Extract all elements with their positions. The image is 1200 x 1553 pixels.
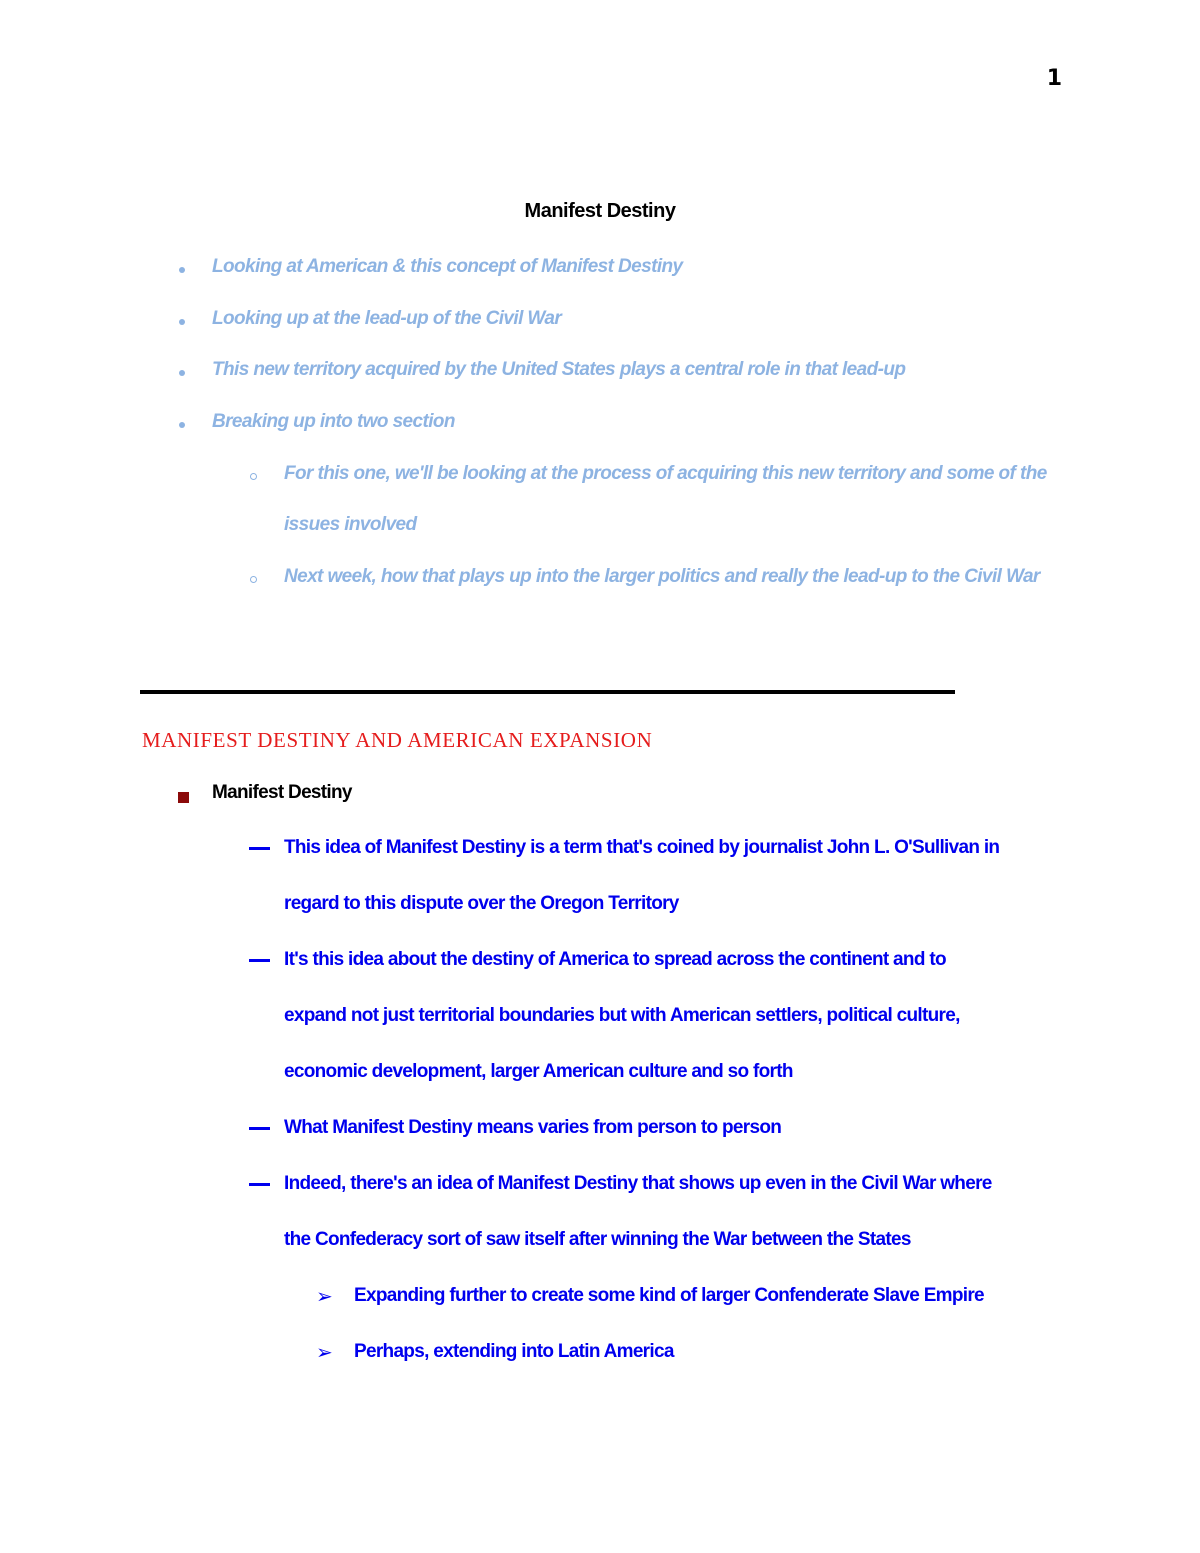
square-bullet-icon bbox=[178, 792, 189, 803]
dash-bullet-icon bbox=[249, 1127, 270, 1130]
body-line: Indeed, there's an idea of Manifest Destiny that shows up even in the Civil War where bbox=[284, 1173, 992, 1194]
intro-subbullet-icon bbox=[250, 473, 257, 480]
intro-bullet-text: Looking up at the lead-up of the Civil War bbox=[212, 308, 562, 329]
section-heading: MANIFEST DESTINY AND AMERICAN EXPANSION bbox=[142, 728, 653, 752]
body-line: This idea of Manifest Destiny is a term that's coined by journalist John L. O'Sullivan in bbox=[284, 837, 1000, 858]
body-line: It's this idea about the destiny of America to spread across the continent and to bbox=[284, 949, 946, 970]
intro-subbullet-text: Next week, how that plays up into the larger politics and really the lead-up to the Civil War bbox=[284, 566, 1040, 587]
intro-subbullet-text: issues involved bbox=[284, 514, 417, 535]
body-line: the Confederacy sort of saw itself after winning the War between the States bbox=[284, 1229, 911, 1250]
intro-bullet-text: Looking at American & this concept of Manifest Destiny bbox=[212, 256, 683, 277]
dash-bullet-icon bbox=[249, 847, 270, 850]
intro-bullet-icon bbox=[179, 422, 185, 428]
body-line: What Manifest Destiny means varies from person to person bbox=[284, 1117, 782, 1138]
intro-bullet-icon bbox=[179, 370, 185, 376]
body-line: Perhaps, extending into Latin America bbox=[354, 1341, 674, 1362]
intro-subbullet-text: For this one, we'll be looking at the process of acquiring this new territory and some of the bbox=[284, 463, 1047, 484]
section-divider bbox=[140, 690, 955, 694]
section-item: Manifest Destiny bbox=[212, 782, 352, 803]
intro-bullet-text: This new territory acquired by the United States plays a central role in that lead-up bbox=[212, 359, 906, 380]
arrow-bullet-icon: ➢ bbox=[316, 1284, 333, 1308]
dash-bullet-icon bbox=[249, 1183, 270, 1186]
body-line: expand not just territorial boundaries but with American settlers, political culture, bbox=[284, 1005, 960, 1026]
page-number: 1 bbox=[1046, 66, 1062, 91]
dash-bullet-icon bbox=[249, 959, 270, 962]
document-title: Manifest Destiny bbox=[524, 200, 676, 222]
intro-bullet-icon bbox=[179, 319, 185, 325]
intro-bullet-icon bbox=[179, 267, 185, 273]
arrow-bullet-icon: ➢ bbox=[316, 1340, 333, 1364]
body-line: Expanding further to create some kind of larger Confenderate Slave Empire bbox=[354, 1285, 984, 1306]
intro-subbullet-icon bbox=[250, 576, 257, 583]
body-line: regard to this dispute over the Oregon Territory bbox=[284, 893, 679, 914]
intro-bullet-text: Breaking up into two section bbox=[212, 411, 455, 432]
body-line: economic development, larger American culture and so forth bbox=[284, 1061, 793, 1082]
